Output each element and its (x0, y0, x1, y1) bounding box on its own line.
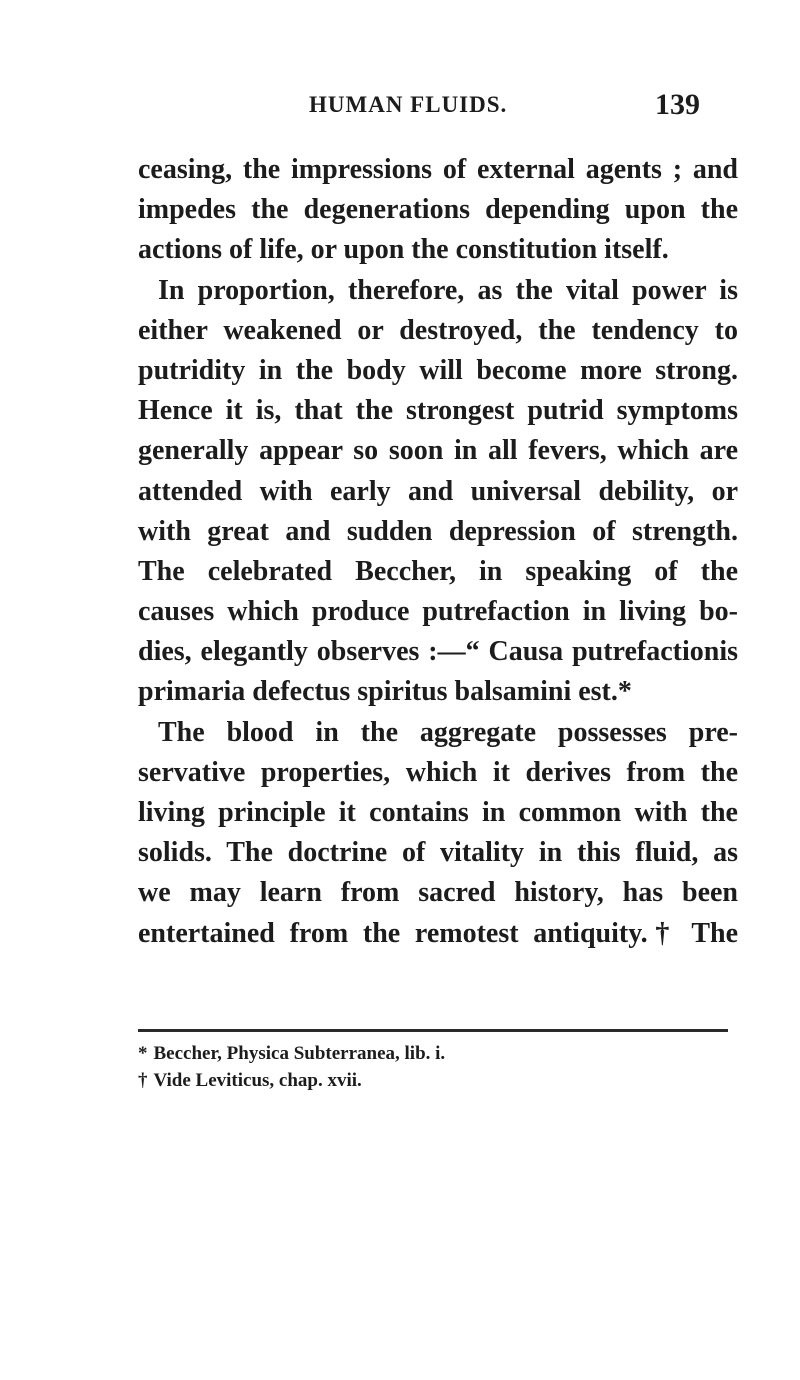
text-line: primaria defectus spiritus balsamini est.* (138, 676, 632, 708)
text-line: impedes the degenerations depending upon the (138, 194, 738, 226)
footnote-text: Vide Leviticus, chap. xvii. (153, 1070, 362, 1091)
footnote-mark: * (138, 1043, 148, 1064)
footnote-mark: † (138, 1070, 148, 1091)
text-line: entertained from the remotest antiquity.† The (138, 917, 738, 949)
page-header (0, 88, 800, 128)
text-line: with great and sudden depression of strength. (138, 515, 738, 547)
footnote (138, 1067, 738, 1094)
text-line: either weakened or destroyed, the tendency to (138, 314, 738, 346)
text-line: we may learn from sacred history, has been (138, 877, 738, 909)
text-line: putridity in the body will become more strong. (138, 354, 738, 386)
footnote (138, 1040, 738, 1067)
running-title: HUMAN FLUIDS. (309, 92, 508, 117)
text-line: In proportion, therefore, as the vital power is (158, 274, 738, 306)
footnote-text: Beccher, Physica Subterranea, lib. i. (153, 1043, 446, 1064)
text-line: The blood in the aggregate possesses pre- (158, 716, 738, 748)
text-line: causes which produce putrefaction in living bo- (138, 596, 738, 628)
text-line: Hence it is, that the strongest putrid symptoms (138, 395, 738, 427)
body-text (138, 150, 738, 954)
text-line: servative properties, which it derives from the (138, 756, 738, 788)
text-line: generally appear so soon in all fevers, which are (138, 435, 738, 467)
text-line: actions of life, or upon the constitution itself. (138, 234, 669, 266)
footnotes (138, 1040, 738, 1094)
text-line: The celebrated Beccher, in speaking of the (138, 555, 738, 587)
text-line: attended with early and universal debility, or (138, 475, 738, 507)
footnote-rule (138, 1029, 728, 1032)
text-line: living principle it contains in common with the (138, 797, 738, 828)
page-number: 139 (655, 88, 700, 121)
text-line: ceasing, the impressions of external agents ; and (138, 154, 738, 185)
text-line: dies, elegantly observes :—“ Causa putrefactionis (138, 636, 738, 668)
text-line: solids. The doctrine of vitality in this fluid, as (138, 837, 738, 869)
